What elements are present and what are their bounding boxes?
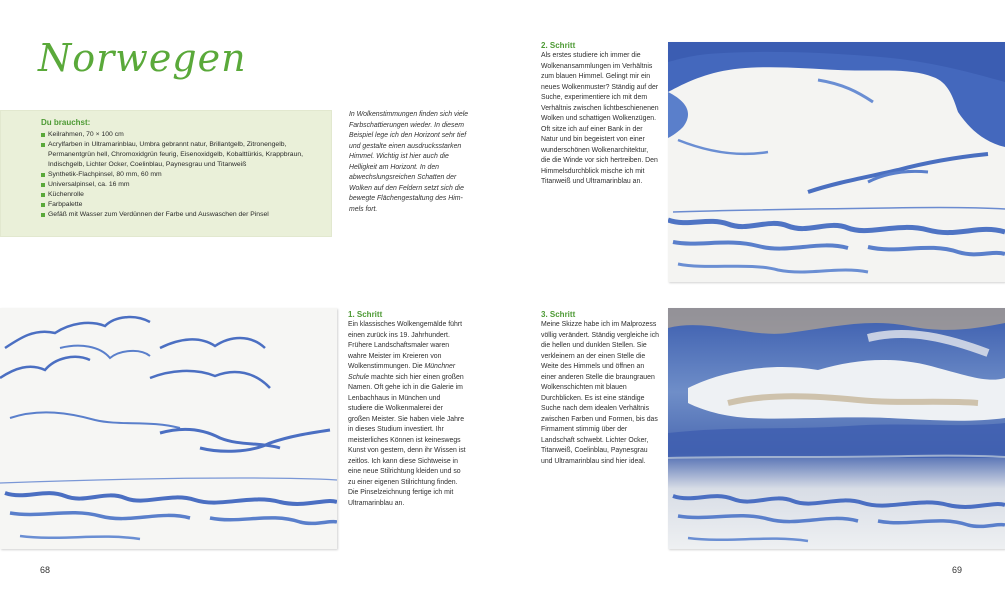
list-item: Gefäß mit Wasser zum Verdünnen der Farbe und Auswaschen der Pinsel <box>41 210 323 220</box>
step2-heading: 2. Schritt <box>541 41 576 50</box>
step1-text-b: machte sich hier einen großen Namen. Oft gehe ich in die Galerie im Lenbachhaus in München und studiere die Wolkenmalerei der großen Meister. Sie haben viele Jahre in dieses Studium investiert. Ihr meisterliches Können ist keineswegs Kunst von gestern, denn ihr Wissen ist zeitlos. Ich kann diese Sichtweise in eine neue Stilrichtung kleiden und so zu einer eigenen Stilrichtung finden. Die Pinselzeichnung fertige ich mit Ultramarinblau an. <box>348 373 466 507</box>
step1-sketch <box>0 308 337 549</box>
list-item: Acrylfarben in Ultramarinblau, Umbra gebrannt natur, Brillantgelb, Zitronengelb, Permanentgrün hell, Chromoxidgrün feurig, Eisenoxidgelb, Kobalttürkis, Krappbraun, Indischgelb, Lichter Ocker, Coelinblau, Paynesgrau und Titanweiß <box>41 140 323 170</box>
step2-block <box>541 41 659 188</box>
step1-block <box>348 310 466 509</box>
list-item: Küchenrolle <box>41 190 323 200</box>
list-item: Universalpinsel, ca. 16 mm <box>41 180 323 190</box>
intro-text: In Wolkenstimmungen finden sich viele Farbschattierungen wieder. In diesem Beispiel lege ich den Horizont sehr tief und gestalte einen ausdrucksstarken Himmel. Wichtig ist hier auch die Helligkeit am Horizont. In den abwechslungsreichen Schatten der Wolken auf den Feldern setzt sich die bewegte Flächengestaltung des Himmels fort. <box>349 111 469 213</box>
page-title: Norwegen <box>38 36 247 80</box>
step1-heading: 1. Schritt <box>348 310 383 319</box>
step2-text: Als erstes studiere ich immer die Wolkenansammlungen im Verhältnis zum blauen Himmel. Gelingt mir ein neues Wolkenmuster? Ständig auf der Suche, experimentiere ich mit dem Verhältnis zwischen lichtbeschienenen Wolken und schattigen Wolkenzügen. Oft sitze ich auf einer Bank in der Natur und bin begeistert von einer wunderschönen Wolkenarchitektur, die die Winde vor sich hertreiben. Den Himmelsdurchblick mische ich mit Titanweiß und Ultramarinblau an. <box>541 52 659 185</box>
step3-block <box>541 310 659 467</box>
step1-text-em: Münchner Schule <box>348 363 456 381</box>
list-item: Synthetik-Flachpinsel, 80 mm, 60 mm <box>41 170 323 180</box>
page-number-left: 68 <box>40 565 51 575</box>
materials-heading: Du brauchst: <box>41 118 91 127</box>
page-number-right: 69 <box>952 565 963 575</box>
step3-heading: 3. Schritt <box>541 310 576 319</box>
step1-text-a: Ein klassisches Wolkengemälde führt einen zurück ins 19. Jahrhundert. Frühere Landschaftsmaler waren wahre Meister im Kreieren von Wolkenstimmungen. Die <box>348 321 463 370</box>
step3-painting <box>668 308 1005 549</box>
step2-painting <box>668 42 1005 282</box>
materials-list <box>41 130 323 220</box>
list-item: Keilrahmen, 70 × 100 cm <box>41 130 323 140</box>
step1-text <box>348 320 466 509</box>
list-item: Farbpalette <box>41 200 323 210</box>
materials-box <box>0 110 332 237</box>
step3-text: Meine Skizze habe ich im Malprozess völlig verändert. Ständig vergleiche ich die hellen und dunklen Stellen. Sie verkleinern an der einen Stelle die Weite des Himmels und öffnen an einer anderen Stelle die braungrauen Wolkenschichten mit blauen Durchblicken. Es ist eine ständige Suche nach dem idealen Verhältnis zwischen Farben und Formen, bis das Firmament stimmig über der Landschaft schwebt. Lichter Ocker, Titanweiß, Coelinblau, Paynesgrau und Ultramarinblau sind hier ideal. <box>541 321 659 465</box>
